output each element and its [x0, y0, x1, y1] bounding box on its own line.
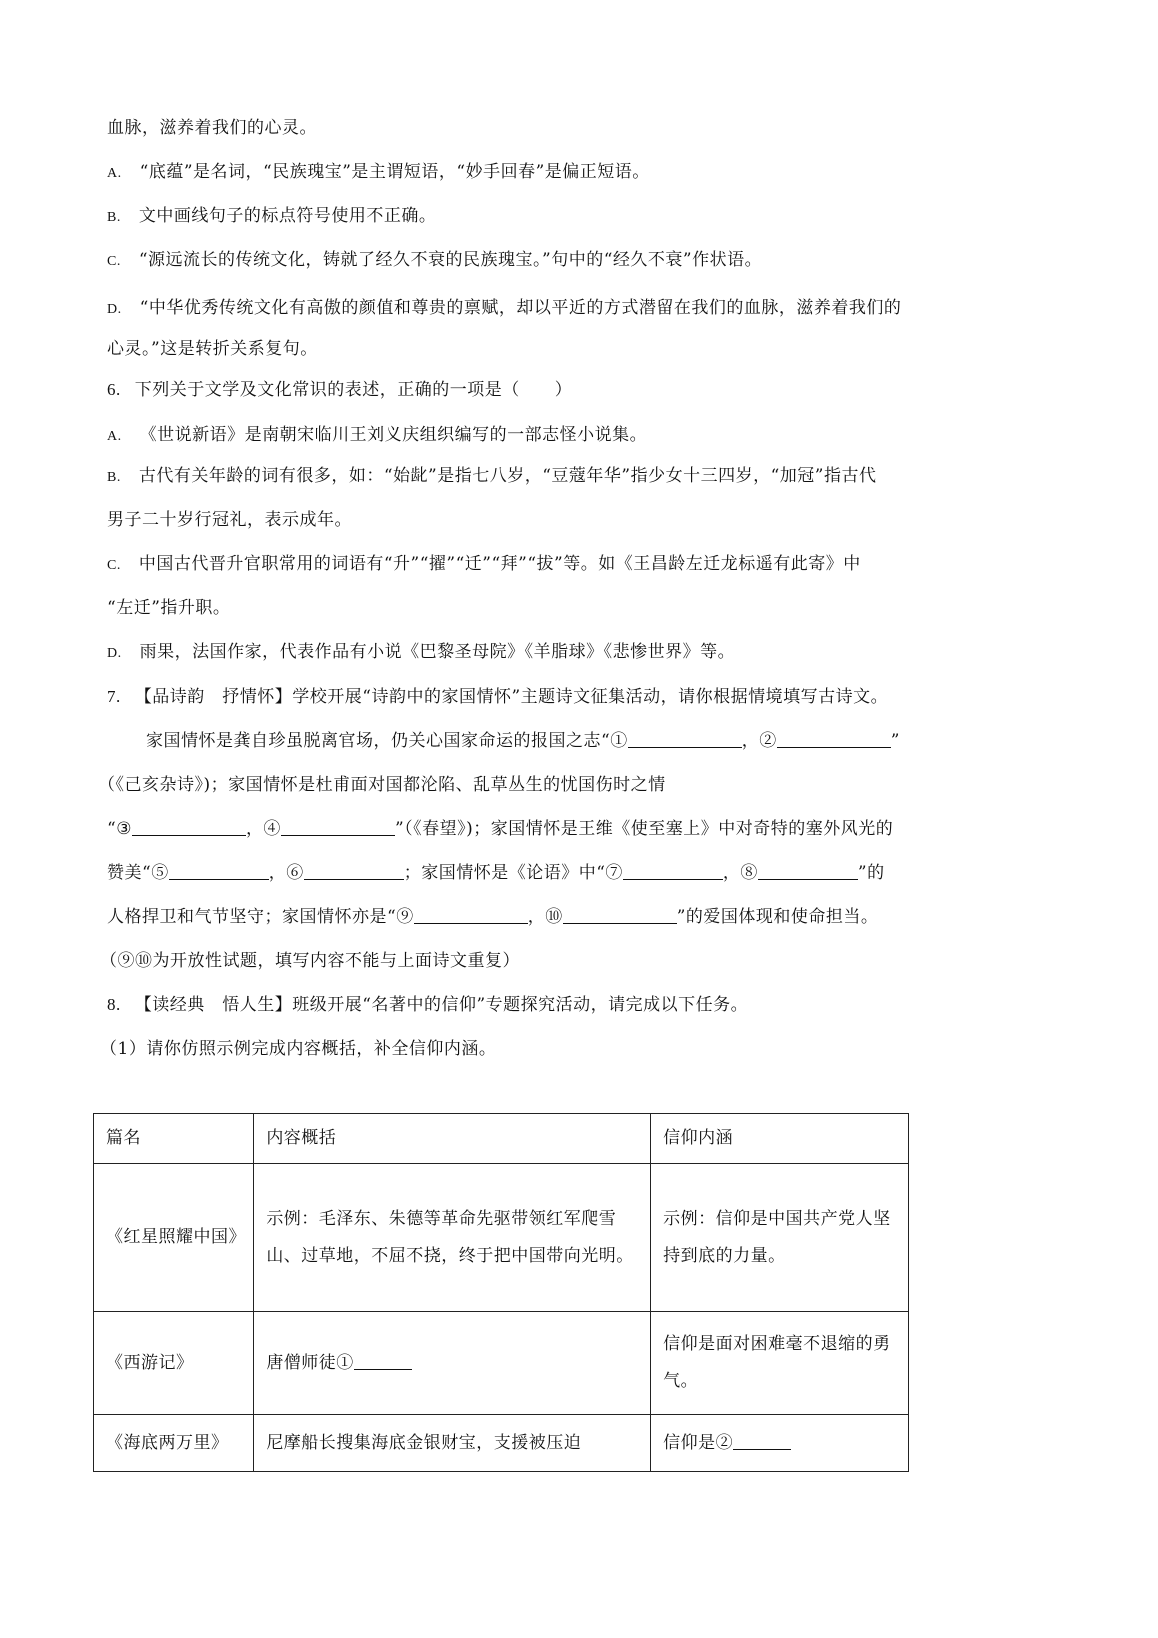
option-text: 男子二十岁行冠礼，表示成年。 [107, 510, 352, 530]
q6-option-b [107, 464, 877, 490]
continuation-line [107, 116, 317, 140]
header-title: 篇名 [94, 1114, 254, 1164]
option-label: D. [107, 646, 122, 661]
q6-option-c [107, 552, 861, 578]
option-label: A. [107, 166, 122, 181]
text: （1）请你仿照示例完成内容概括，补全信仰内涵。 [100, 1039, 497, 1059]
text: 人格捍卫和气节坚守；家国情怀亦是“⑨ [107, 907, 414, 927]
q8-subquestion-1 [100, 1037, 496, 1061]
q5-option-a [107, 160, 650, 186]
blank-10[interactable] [563, 905, 677, 924]
text: ”的 [857, 863, 885, 883]
text: （⑨⑩为开放性试题，填写内容不能与上面诗文重复） [100, 951, 520, 971]
option-text: 《世说新语》是南朝宋临川王刘义庆组织编写的一部志怪小说集。 [139, 425, 648, 445]
text: ，④ [245, 819, 281, 839]
q6-option-d [107, 640, 735, 666]
q5-option-d-cont [107, 337, 318, 361]
q7-note [100, 949, 520, 973]
option-label: C. [107, 558, 121, 573]
option-text: 心灵。”这是转折关系复句。 [107, 339, 318, 359]
content-summary: 示例：毛泽东、朱德等革命先驱带领红军爬雪山、过草地，不屈不挠，终于把中国带向光明。 [254, 1164, 651, 1312]
content-summary: 尼摩船长搜集海底金银财宝，支援被压迫 [254, 1415, 651, 1472]
text: ，⑧ [722, 863, 758, 883]
text: ，⑩ [527, 907, 563, 927]
blank-belief[interactable] [733, 1431, 791, 1450]
text: ，② [741, 731, 777, 751]
table-row [94, 1164, 909, 1312]
text: 家国情怀是龚自珍虽脱离官场，仍关心国家命运的报国之志“① [146, 731, 628, 751]
content-summary [254, 1312, 651, 1415]
text: 赞美“⑤ [107, 863, 169, 883]
option-label: B. [107, 210, 121, 225]
question-text: 【品诗韵 抒情怀】学校开展“诗韵中的家国情怀”主题诗文征集活动，请你根据情境填写古诗文。 [134, 687, 889, 707]
table-row [94, 1312, 909, 1415]
option-text: “左迁”指升职。 [107, 598, 231, 618]
text: ，⑥ [268, 863, 304, 883]
option-text: 古代有关年龄的词有很多，如：“始龀”是指七八岁，“豆蔻年华”指少女十三四岁，“加冠”指古代 [138, 466, 877, 486]
belief-meaning: 示例：信仰是中国共产党人坚持到底的力量。 [651, 1164, 909, 1312]
question-text: 下列关于文学及文化常识的表述，正确的一项是（ ） [134, 380, 573, 400]
text: ” [890, 731, 900, 751]
summary-text: 唐僧师徒① [266, 1352, 354, 1373]
q7-line-1 [146, 729, 900, 753]
book-title: 《海底两万里》 [94, 1415, 254, 1472]
text: ”（《春望》)；家国情怀是王维《使至塞上》中对奇特的塞外风光的 [394, 819, 894, 839]
q7-line-2 [98, 773, 666, 797]
blank-8[interactable] [758, 861, 858, 880]
blank-2[interactable] [777, 729, 891, 748]
book-title: 《西游记》 [94, 1312, 254, 1415]
q7-line-3 [107, 817, 893, 841]
q5-option-c [107, 248, 762, 274]
blank-6[interactable] [304, 861, 404, 880]
blank-7[interactable] [623, 861, 723, 880]
book-title: 《红星照耀中国》 [94, 1164, 254, 1312]
option-text: “源远流长的传统文化，铸就了经久不衰的民族瑰宝。”句中的“经久不衰”作状语。 [138, 250, 763, 270]
table-header-row [94, 1114, 909, 1164]
header-summary: 内容概括 [254, 1114, 651, 1164]
q5-option-b [107, 204, 436, 230]
option-text: 雨果，法国作家，代表作品有小说《巴黎圣母院》《羊脂球》《悲惨世界》等。 [139, 642, 736, 662]
question-6 [107, 378, 572, 402]
question-number: 8. [107, 995, 121, 1014]
belief-table [93, 1113, 909, 1472]
text: 血脉，滋养着我们的心灵。 [107, 118, 317, 138]
option-label: C. [107, 254, 121, 269]
blank-5[interactable] [169, 861, 269, 880]
question-number: 6. [107, 380, 121, 399]
blank-1[interactable] [628, 729, 742, 748]
option-label: B. [107, 470, 121, 485]
text: “③ [107, 819, 132, 839]
question-text: 【读经典 悟人生】班级开展“名著中的信仰”专题探究活动，请完成以下任务。 [134, 995, 749, 1015]
belief-meaning: 信仰是面对困难毫不退缩的勇气。 [651, 1312, 909, 1415]
option-text: “底蕴”是名词，“民族瑰宝”是主谓短语，“妙手回春”是偏正短语。 [139, 162, 650, 182]
q7-line-5 [107, 905, 878, 929]
option-text: 文中画线句子的标点符号使用不正确。 [138, 206, 437, 226]
belief-meaning [651, 1415, 909, 1472]
text: （《己亥杂诗》)；家国情怀是杜甫面对国都沦陷、乱草丛生的忧国伤时之情 [98, 775, 666, 795]
belief-text: 信仰是② [663, 1432, 734, 1453]
blank-3[interactable] [132, 817, 246, 836]
option-text: “中华优秀传统文化有高傲的颜值和尊贵的禀赋，却以平近的方式潜留在我们的血脉，滋养着我们的 [139, 298, 902, 318]
question-7 [107, 685, 888, 709]
q7-line-4 [107, 861, 885, 885]
blank-9[interactable] [414, 905, 528, 924]
blank-4[interactable] [281, 817, 395, 836]
table-row [94, 1415, 909, 1472]
header-belief: 信仰内涵 [651, 1114, 909, 1164]
q5-option-d [107, 296, 901, 322]
text: ；家国情怀是《论语》中“⑦ [403, 863, 623, 883]
option-text: 中国古代晋升官职常用的词语有“升”“擢”“迁”“拜”“拔”等。如《王昌龄左迁龙标遥有此寄》中 [138, 554, 861, 574]
question-number: 7. [107, 687, 121, 706]
q6-option-b-cont [107, 508, 352, 532]
blank-summary[interactable] [354, 1351, 412, 1370]
q6-option-c-cont [107, 596, 230, 620]
question-8 [107, 993, 748, 1017]
text: ”的爱国体现和使命担当。 [676, 907, 879, 927]
option-label: D. [107, 302, 122, 317]
q6-option-a [107, 423, 647, 449]
option-label: A. [107, 429, 122, 444]
